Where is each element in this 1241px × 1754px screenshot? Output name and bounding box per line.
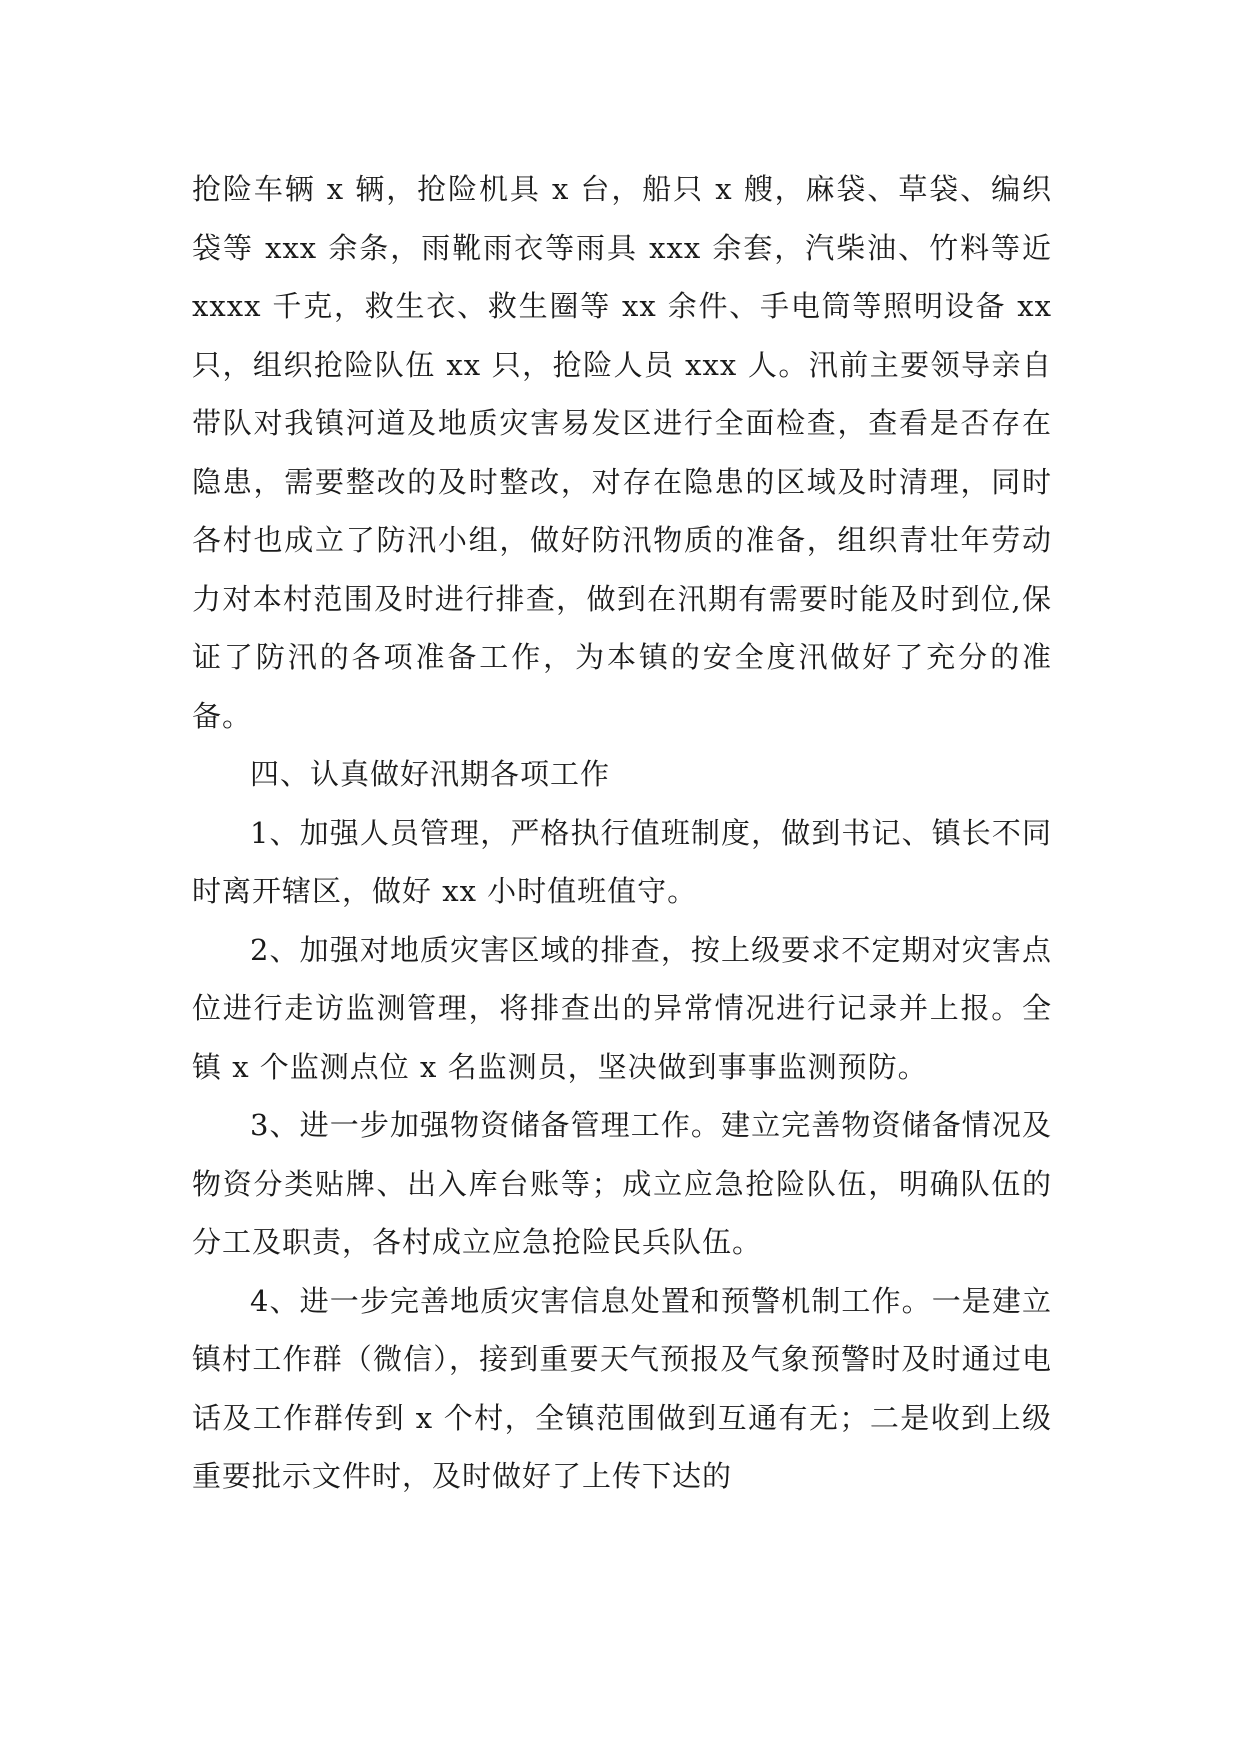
paragraph-continuation: 抢险车辆 x 辆，抢险机具 x 台，船只 x 艘，麻袋、草袋、编织袋等 xxx 余条，雨靴雨衣等雨具 xxx 余套，汽柴油、竹料等近 xxxx 千克，救生衣、救生圈等 xx 余件、手电筒等照明设备 xx 只，组织抢险队伍 xx 只，抢险人员 xxx 人。汛前主要领导亲自带队对我镇河道及地质灾害易发区进行全面检查，查看是否存在隐患，需要整改的及时整改，对存在隐患的区域及时清理，同时各村也成立了防汛小组，做好防汛物质的准备，组织青壮年劳动力对本村范围及时进行排查，做到在汛期有需要时能及时到位,保证了防汛的各项准备工作，为本镇的安全度汛做好了充分的准备。	[192, 172, 1052, 733]
document-body	[192, 160, 1052, 1506]
paragraph-item-2: 2、加强对地质灾害区域的排查，按上级要求不定期对灾害点位进行走访监测管理，将排查出的异常情况进行记录并上报。全镇 x 个监测点位 x 名监测员，坚决做到事事监测预防。	[192, 932, 1052, 1084]
section-heading: 四、认真做好汛期各项工作	[250, 757, 611, 791]
paragraph-item-1: 1、加强人员管理，严格执行值班制度，做到书记、镇长不同时离开辖区，做好 xx 小时值班值守。	[192, 815, 1052, 908]
paragraph-item-4: 4、进一步完善地质灾害信息处置和预警机制工作。一是建立镇村工作群（微信），接到重要天气预报及气象预警时及时通过电话及工作群传到 x 个村，全镇范围做到互通有无；二是收到上级重要批示文件时，及时做好了上传下达的	[192, 1283, 1052, 1493]
paragraph-item-3: 3、进一步加强物资储备管理工作。建立完善物资储备情况及物资分类贴牌、出入库台账等；成立应急抢险队伍，明确队伍的分工及职责，各村成立应急抢险民兵队伍。	[192, 1108, 1052, 1259]
